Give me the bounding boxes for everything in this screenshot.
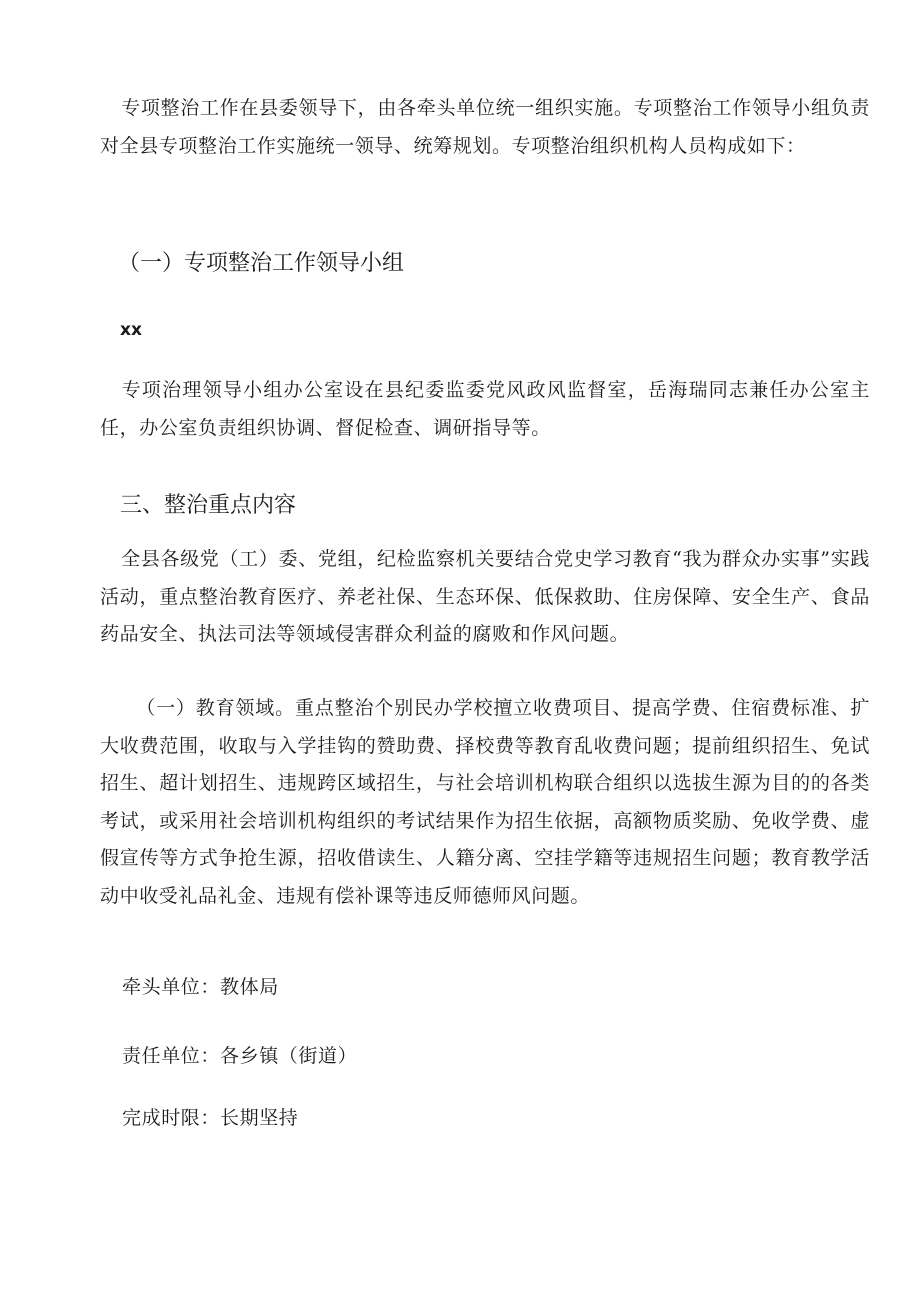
- intro-paragraph: [100, 90, 870, 165]
- education-paragraph-text: （一）教育领域。重点整治个别民办学校擅立收费项目、提高学费、住宿费标准、扩大收费范围，收取与入学挂钩的赞助费、择校费等教育乱收费问题；提前组织招生、免试招生、超计划招生、违规跨区域招生，与社会培训机构联合组织以选拔生源为目的的各类考试，或采用社会培训机构组织的考试结果作为招生依据，高额物质奖励、免收学费、虚假宣传等方式争抢生源，招收借读生、人籍分离、空挂学籍等违规招生问题；教育教学活动中收受礼品礼金、违规有偿补课等违反师德师风问题。: [100, 697, 870, 907]
- focus-paragraph-text: 全县各级党（工）委、党组，纪检监察机关要结合党史学习教育“我为群众办实事”实践活动，重点整治教育医疗、养老社保、生态环保、低保救助、住房保障、安全生产、食品药品安全、执法司法等领域侵害群众利益的腐败和作风问题。: [100, 548, 870, 645]
- responsible-unit: 责任单位：各乡镇（街道）: [122, 1045, 358, 1067]
- placeholder-text: xx: [120, 320, 142, 340]
- education-paragraph: [100, 690, 870, 915]
- focus-paragraph: [100, 541, 870, 654]
- intro-paragraph-text: 专项整治工作在县委领导下，由各牵头单位统一组织实施。专项整治工作领导小组负责对全县专项整治工作实施统一领导、统筹规划。专项整治组织机构人员构成如下：: [100, 97, 870, 157]
- deadline: 完成时限：长期坚持: [122, 1107, 299, 1129]
- office-paragraph-text: 专项治理领导小组办公室设在县纪委监委党风政风监督室，岳海瑞同志兼任办公室主任，办公室负责组织协调、督促检查、调研指导等。: [100, 379, 870, 439]
- office-paragraph: [100, 372, 870, 447]
- section-3-heading: 三、整治重点内容: [120, 493, 297, 518]
- lead-unit: 牵头单位：教体局: [122, 976, 279, 998]
- section-1-heading: （一）专项整治工作领导小组: [118, 251, 405, 276]
